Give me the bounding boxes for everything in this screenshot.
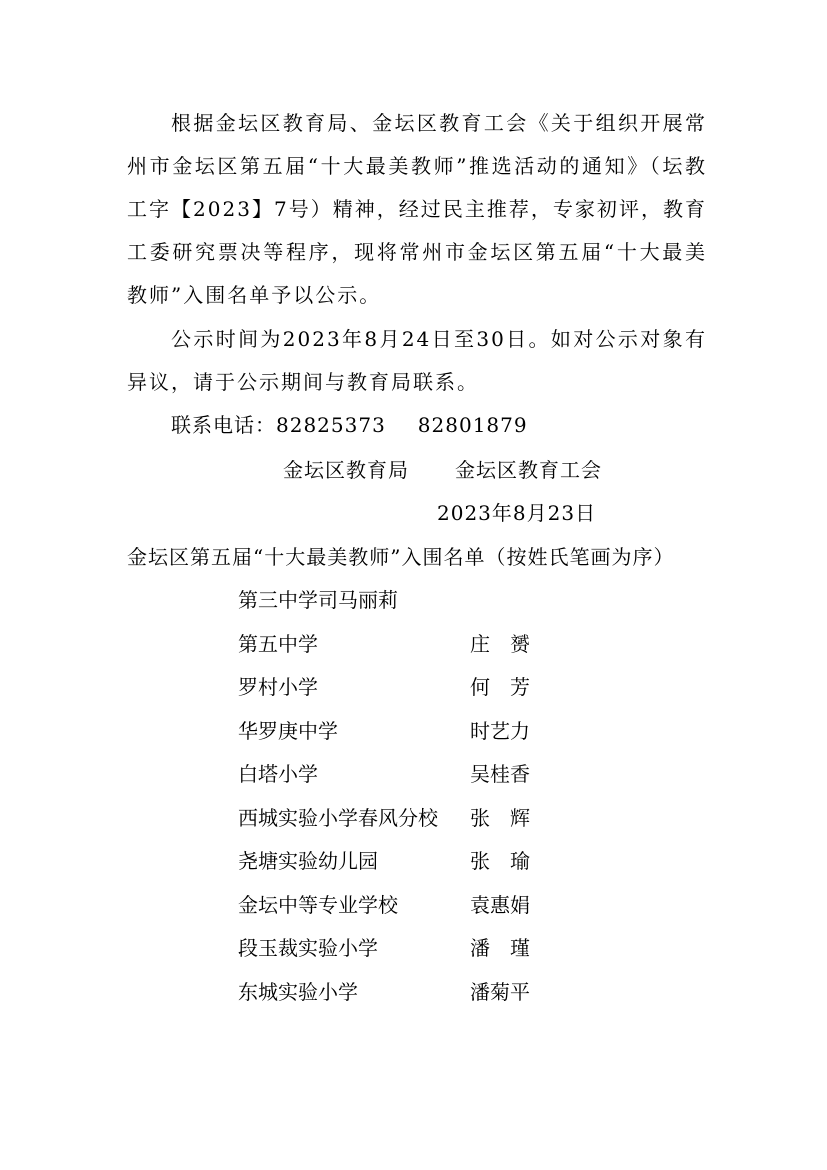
nominee-name: 司马丽莉 [318, 588, 398, 612]
signature-orgs [283, 449, 602, 492]
nominee-name: 潘 瑾 [470, 936, 530, 960]
nominee-school: 西城实验小学春风分校 [238, 805, 438, 830]
nominee-list [238, 579, 558, 1014]
nominee-list-title: 金坛区第五届“十大最美教师”入围名单（按姓氏笔画为序） [127, 545, 675, 569]
notice-paragraph-1: 根据金坛区教育局、金坛区教育工会《关于组织开展常州市金坛区第五届“十大最美教师”推选活动的通知》（坛教工字【2023】7号）精神，经过民主推荐，专家初评，教育工委研究票决等程序，现将常州市金坛区第五届“十大最美教师”入围名单予以公示。 [127, 111, 707, 307]
list-item [238, 797, 558, 841]
phone-number-2: 82801879 [417, 413, 528, 437]
nominee-name: 张 瑜 [470, 849, 530, 873]
notice-paragraph-2: 公示时间为2023年8月24日至30日。如对公示对象有异议，请于公示期间与教育局联系。 [127, 327, 707, 394]
signature-org-union: 金坛区教育工会 [455, 458, 602, 482]
nominee-school: 东城实验小学 [238, 979, 358, 1004]
nominee-name: 何 芳 [470, 675, 530, 699]
nominee-name: 吴桂香 [470, 762, 530, 786]
list-item [238, 971, 558, 1015]
contact-line [171, 404, 528, 447]
list-item [238, 579, 558, 623]
nominee-school: 第三中学 [238, 588, 318, 612]
nominee-name: 张 辉 [470, 805, 530, 830]
list-item [238, 710, 558, 754]
nominee-school: 华罗庚中学 [238, 718, 338, 743]
nominee-school: 金坛中等专业学校 [238, 892, 398, 917]
list-item [238, 623, 558, 667]
nominee-name: 袁惠娟 [470, 892, 530, 917]
contact-label: 联系电话： [171, 413, 276, 437]
signature-org-education-bureau: 金坛区教育局 [283, 458, 409, 482]
nominee-name: 潘菊平 [470, 979, 530, 1004]
list-item [238, 840, 558, 884]
nominee-school: 第五中学 [238, 631, 318, 656]
list-item [238, 927, 558, 971]
signature-date: 2023年8月23日 [437, 501, 597, 525]
nominee-school: 罗村小学 [238, 675, 318, 699]
list-item [238, 666, 558, 710]
nominee-school: 尧塘实验幼儿园 [238, 849, 378, 873]
nominee-name: 庄 赟 [470, 631, 530, 656]
nominee-school: 白塔小学 [238, 762, 318, 786]
list-item [238, 884, 558, 928]
nominee-name: 时艺力 [470, 718, 530, 743]
phone-number-1: 82825373 [276, 413, 386, 437]
list-item [238, 753, 558, 797]
nominee-school: 段玉裁实验小学 [238, 936, 378, 960]
